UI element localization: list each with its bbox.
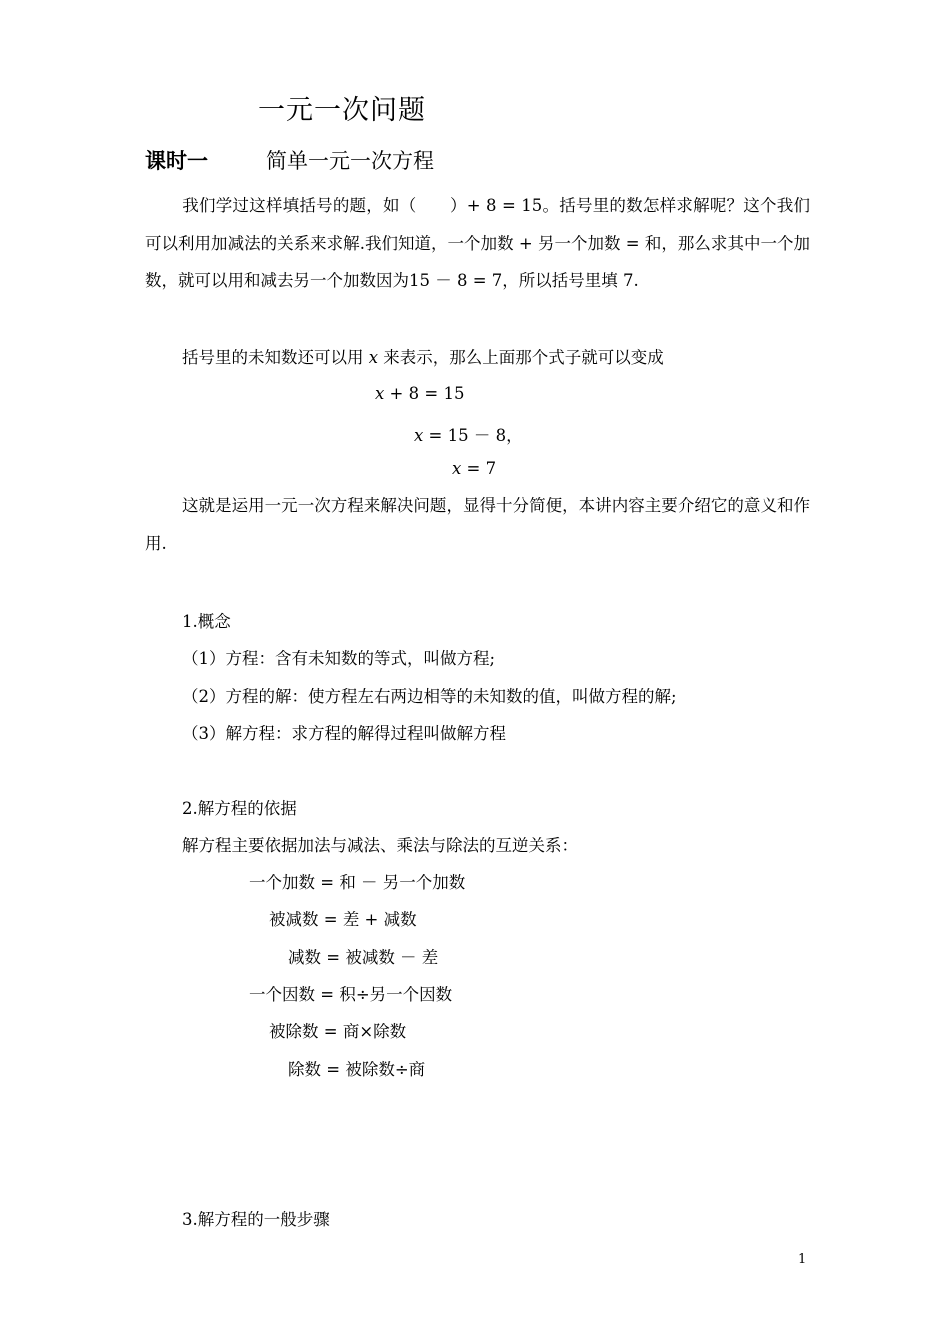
concept-item: （3）解方程：求方程的解得过程叫做解方程 bbox=[182, 724, 506, 743]
lesson-title: 简单一元一次方程 bbox=[266, 149, 434, 173]
relation-line: 被除数 = 商×除数 bbox=[269, 1022, 407, 1041]
page-number: 1 bbox=[798, 1252, 807, 1267]
relation-line: 一个加数 = 和 － 另一个加数 bbox=[249, 873, 466, 892]
unknown-text-before: 括号里的未知数还可以用 bbox=[182, 348, 369, 367]
equation-rest: = 7 bbox=[461, 459, 497, 478]
equation-variable: x bbox=[414, 426, 424, 445]
equation-variable: x bbox=[375, 384, 385, 403]
lesson-label: 课时一 bbox=[145, 149, 208, 173]
concept-item: （2）方程的解：使方程左右两边相等的未知数的值，叫做方程的解; bbox=[182, 687, 677, 706]
conclusion-paragraph bbox=[145, 487, 810, 562]
intro-paragraph bbox=[145, 187, 810, 300]
relation-line: 除数 = 被除数÷商 bbox=[288, 1060, 426, 1079]
equation-line bbox=[452, 459, 496, 478]
section-heading: 1.概念 bbox=[182, 612, 231, 631]
equation-rest: = 15 － 8， bbox=[423, 426, 523, 445]
intro-text: 我们学过这样填括号的题，如（ ）+ 8 = 15。括号里的数怎样求解呢？这个我们可以利用加减法的关系来求解.我们知道，一个加数 + 另一个加数 = 和，那么求其中一个加数，就可以用和减去另一个加数因为15 － 8 = 7，所以括号里填 7. bbox=[145, 196, 810, 290]
relation-line: 减数 = 被减数 － 差 bbox=[288, 948, 439, 967]
equation-line bbox=[375, 384, 464, 403]
concept-item: （1）方程：含有未知数的等式，叫做方程; bbox=[182, 649, 496, 668]
relation-line: 一个因数 = 积÷另一个因数 bbox=[249, 985, 453, 1004]
equation-line bbox=[414, 422, 523, 446]
section-heading: 2.解方程的依据 bbox=[182, 799, 297, 818]
relation-line: 被减数 = 差 + 减数 bbox=[269, 910, 417, 929]
equation-rest: + 8 = 15 bbox=[384, 384, 465, 403]
section-heading: 3.解方程的一般步骤 bbox=[182, 1210, 330, 1229]
section-intro: 解方程主要依据加法与减法、乘法与除法的互逆关系： bbox=[182, 836, 578, 855]
document-title: 一元一次问题 bbox=[258, 95, 426, 126]
equation-variable: x bbox=[452, 459, 462, 478]
unknown-text-after: 来表示，那么上面那个式子就可以变成 bbox=[378, 348, 664, 367]
conclusion-text: 这就是运用一元一次方程来解决问题，显得十分简便，本讲内容主要介绍它的意义和作用. bbox=[145, 496, 810, 553]
unknown-paragraph bbox=[182, 344, 664, 368]
unknown-variable: x bbox=[368, 348, 379, 367]
